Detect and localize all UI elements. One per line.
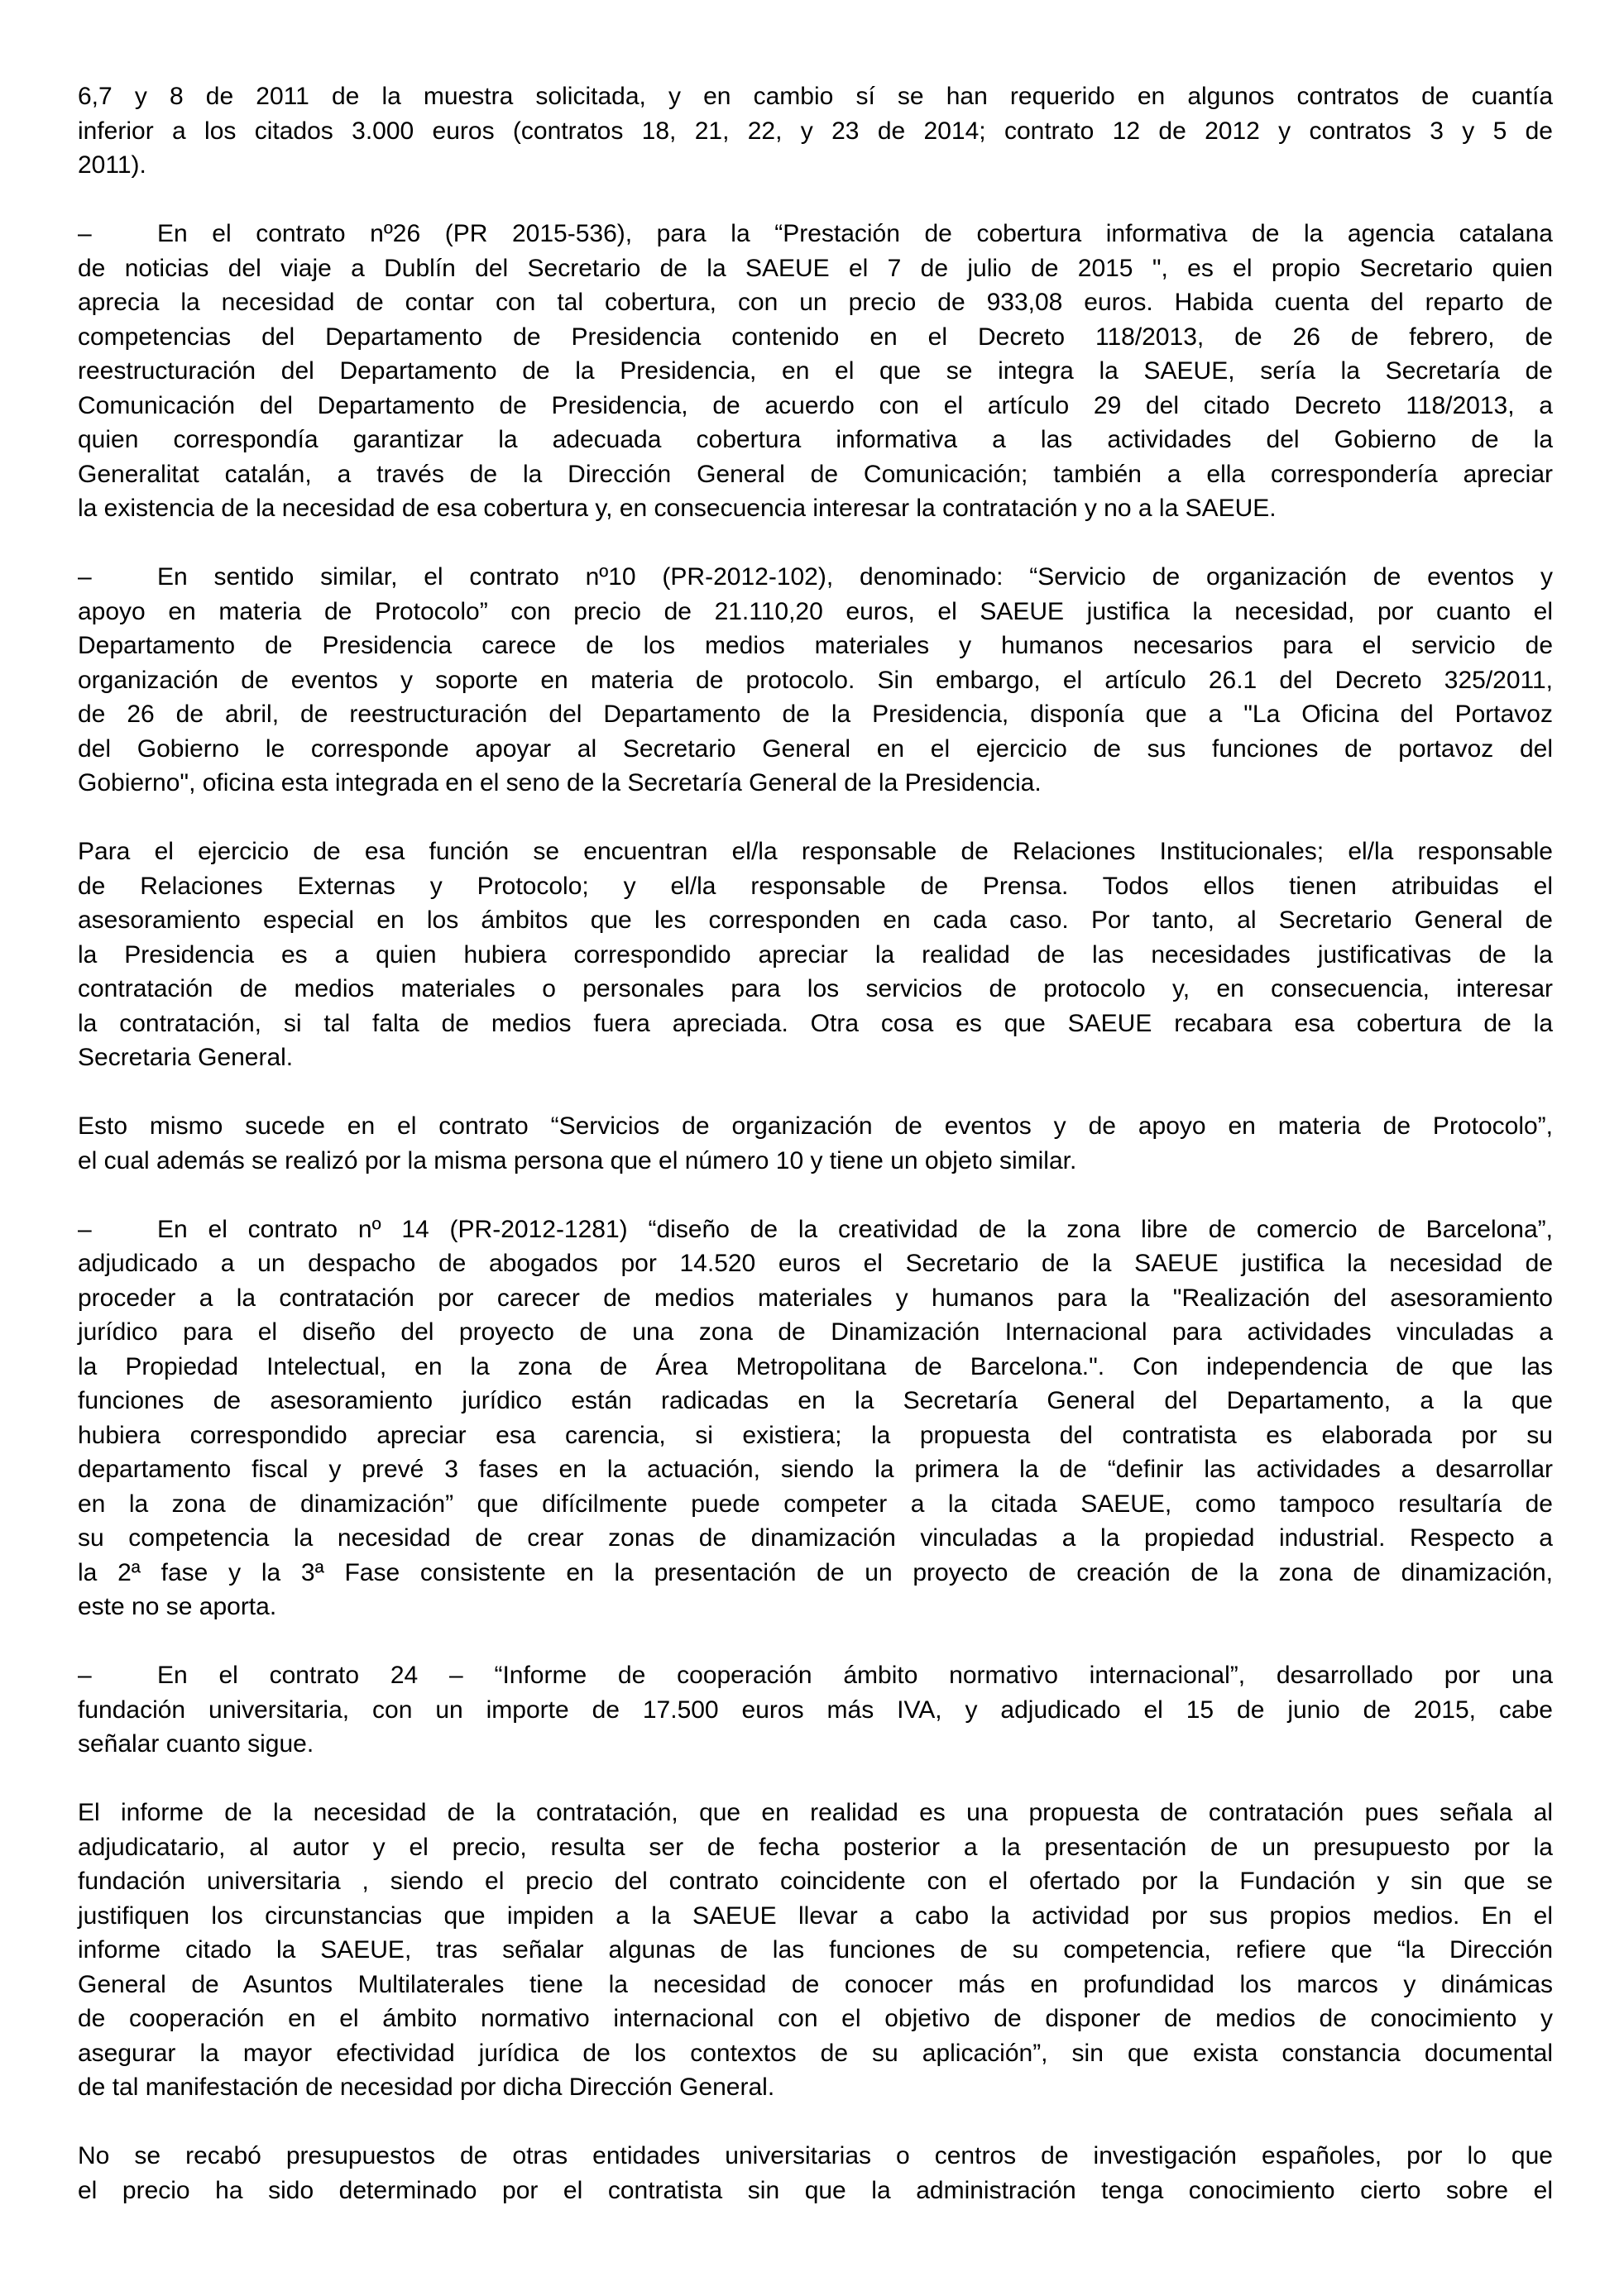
text-line: reestructuración del Departamento de la Presidencia, en el que se integra la SAEUE, sería la Secretaría de [78, 357, 1553, 385]
text-line: este no se aporta. [78, 1593, 277, 1620]
text-line: la 2ª fase y la 3ª Fase consistente en la presentación de un proyecto de creación de la zona de dinamización, [78, 1558, 1553, 1586]
text-line: 6,7 y 8 de 2011 de la muestra solicitada, y en cambio sí se han requerido en algunos contratos de cuantía [78, 83, 1553, 110]
text-line [78, 560, 1553, 595]
text-line: informe citado la SAEUE, tras señalar algunas de las funciones de su competencia, refiere que “la Dirección [78, 1936, 1553, 1964]
text-line: señalar cuanto sigue. [78, 1730, 314, 1758]
text-line: General de Asuntos Multilaterales tiene la necesidad de conocer más en profundidad los marcos y dinámicas [78, 1970, 1553, 1998]
text-line: Generalitat catalán, a través de la Dirección General de Comunicación; también a ella correspondería apreciar [78, 460, 1553, 488]
text-line: de noticias del viaje a Dublín del Secretario de la SAEUE el 7 de julio de 2015 ", es el propio Secretario quien [78, 254, 1553, 282]
text-line: aprecia la necesidad de contar con tal cobertura, con un precio de 933,08 euros. Habida cuenta del reparto de [78, 289, 1553, 316]
text-line [78, 1658, 1553, 1693]
text-line: Comunicación del Departamento de Presidencia, de acuerdo con el artículo 29 del citado Decreto 118/2013, a [78, 391, 1553, 419]
text-line: adjudicatario, al autor y el precio, resulta ser de fecha posterior a la presentación de un presupuesto por la [78, 1833, 1553, 1861]
text-line: del Gobierno le corresponde apoyar al Secretario General en el ejercicio de sus funciones de portavoz del [78, 734, 1553, 763]
text-line: en la zona de dinamización” que difícilmente puede competer a la citada SAEUE, como tampoco resultaría de [78, 1490, 1553, 1518]
text-line: competencias del Departamento de Presidencia contenido en el Decreto 118/2013, de 26 de febrero, de [78, 323, 1553, 351]
text-line: de 26 de abril, de reestructuración del Departamento de la Presidencia, disponía que a "La Oficina del Portavoz [78, 701, 1553, 728]
text-line: fundación universitaria , siendo el precio del contrato coincidente con el ofertado por la Fundación y sin que se [78, 1868, 1553, 1895]
text-line: Departamento de Presidencia carece de los medios materiales y humanos necesarios para el servicio de [78, 632, 1553, 659]
text-line: el cual además se realizó por la misma persona que el número 10 y tiene un objeto similar. [78, 1146, 1077, 1174]
text-line: de tal manifestación de necesidad por dicha Dirección General. [78, 2074, 775, 2101]
text-line-content: En el contrato 24 – “Informe de cooperación ámbito normativo internacional”, desarrollado por una [157, 1662, 1553, 1689]
text-line [78, 217, 1553, 251]
text-line: hubiera correspondido apreciar esa carencia, si existiera; la propuesta del contratista es elaborada por su [78, 1421, 1553, 1449]
text-line: Para el ejercicio de esa función se encuentran el/la responsable de Relaciones Institucionales; el/la responsable [78, 838, 1553, 865]
text-line: de Relaciones Externas y Protocolo; y el/la responsable de Prensa. Todos ellos tienen atribuidas el [78, 872, 1553, 900]
dash-bullet-icon: – [78, 220, 92, 247]
text-line-content: En el contrato nº26 (PR 2015-536), para la “Prestación de cobertura informativa de la agencia catalana [157, 220, 1553, 247]
text-line: inferior a los citados 3.000 euros (contratos 18, 21, 22, y 23 de 2014; contrato 12 de 2012 y contratos 3 y 5 de [78, 117, 1553, 145]
document-page [78, 79, 1553, 2242]
dash-bullet-icon: – [78, 563, 92, 591]
text-line: El informe de la necesidad de la contratación, que en realidad es una propuesta de contratación pues señala al [78, 1799, 1553, 1826]
text-line: Gobierno", oficina esta integrada en el seno de la Secretaría General de la Presidencia. [78, 769, 1042, 796]
text-line: asesoramiento especial en los ámbitos que les corresponden en cada caso. Por tanto, al Secretario General de [78, 906, 1553, 934]
bullet-paragraph [78, 1213, 1553, 1624]
bullet-paragraph [78, 217, 1553, 526]
text-line-content: En sentido similar, el contrato nº10 (PR-2012-102), denominado: “Servicio de organización de eventos y [157, 563, 1553, 591]
text-line: proceder a la contratación por carecer de medios materiales y humanos para la "Realización del asesoramiento [78, 1284, 1553, 1312]
text-line: No se recabó presupuestos de otras entidades universitarias o centros de investigación españoles, por lo que [78, 2142, 1553, 2169]
text-line: asegurar la mayor efectividad jurídica de los contextos de su aplicación”, sin que exista constancia documental [78, 2039, 1553, 2067]
text-line: departamento fiscal y prevé 3 fases en la actuación, siendo la primera la de “definir las actividades a desarrollar [78, 1456, 1553, 1483]
text-line: jurídico para el diseño del proyecto de una zona de Dinamización Internacional para actividades vinculadas a [78, 1318, 1553, 1346]
text-line [78, 1213, 1553, 1247]
text-line: 2011). [78, 151, 146, 179]
bullet-paragraph [78, 1658, 1553, 1762]
paragraph [78, 1796, 1553, 2105]
text-line: su competencia la necesidad de crear zonas de dinamización vinculadas a la propiedad industrial. Respecto a [78, 1524, 1553, 1552]
paragraph [78, 1109, 1553, 1178]
bullet-paragraph [78, 560, 1553, 801]
dash-bullet-icon: – [78, 1215, 92, 1243]
text-line: organización de eventos y soporte en materia de protocolo. Sin embargo, el artículo 26.1 del Decreto 325/2011, [78, 666, 1553, 694]
text-line: el precio ha sido determinado por el contratista sin que la administración tenga conocimiento cierto sobre el [78, 2176, 1553, 2204]
text-line: justifiquen los circunstancias que impiden a la SAEUE llevar a cabo la actividad por sus propios medios. En el [78, 1901, 1553, 1930]
text-line: apoyo en materia de Protocolo” con precio de 21.110,20 euros, el SAEUE justifica la necesidad, por cuanto el [78, 597, 1553, 625]
text-line: la Presidencia es a quien hubiera correspondido apreciar la realidad de las necesidades justificativas de la [78, 940, 1553, 969]
dash-bullet-icon: – [78, 1662, 92, 1689]
text-line: contratación de medios materiales o personales para los servicios de protocolo y, en consecuencia, interesar [78, 975, 1553, 1002]
text-line: la contratación, si tal falta de medios fuera apreciada. Otra cosa es que SAEUE recabara esa cobertura de la [78, 1009, 1553, 1037]
text-line: funciones de asesoramiento jurídico están radicadas en la Secretaría General del Departamento, a la que [78, 1387, 1553, 1414]
text-line: adjudicado a un despacho de abogados por 14.520 euros el Secretario de la SAEUE justifica la necesidad de [78, 1250, 1553, 1277]
text-line: fundación universitaria, con un importe de 17.500 euros más IVA, y adjudicado el 15 de junio de 2015, cabe [78, 1696, 1553, 1724]
text-line-content: En el contrato nº 14 (PR-2012-1281) “diseño de la creatividad de la zona libre de comercio de Barcelona”, [157, 1215, 1553, 1243]
text-line: de cooperación en el ámbito normativo internacional con el objetivo de disponer de medios de conocimiento y [78, 2005, 1553, 2032]
text-line: quien correspondía garantizar la adecuada cobertura informativa a las actividades del Gobierno de la [78, 426, 1553, 453]
text-line: la Propiedad Intelectual, en la zona de Área Metropolitana de Barcelona.". Con independencia de que las [78, 1352, 1553, 1380]
text-line: la existencia de la necesidad de esa cobertura y, en consecuencia interesar la contratación y no a la SAEUE. [78, 495, 1277, 522]
text-line: Secretaria General. [78, 1044, 294, 1071]
text-line: Esto mismo sucede en el contrato “Servicios de organización de eventos y de apoyo en materia de Protocolo”, [78, 1112, 1553, 1140]
paragraph [78, 2139, 1553, 2208]
paragraph [78, 79, 1553, 183]
paragraph [78, 835, 1553, 1075]
